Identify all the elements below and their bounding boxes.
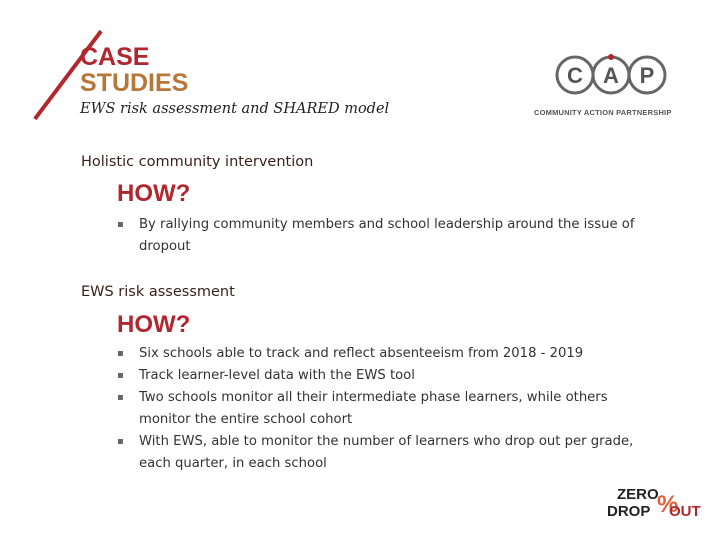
cap-letter-a: A [603,63,619,88]
bullet-list-holistic [117,214,657,258]
cap-tagline: COMMUNITY ACTION PARTNERSHIP [534,108,672,117]
title-line-case: CASE [80,43,150,71]
cap-letter-p: P [639,63,655,88]
cap-logo [534,54,686,120]
list-item: ▪ Six schools able to track and reflect absenteeism from 2018 - 2019 [117,346,584,361]
bullet-list-ews [117,343,657,475]
list-item: ▪ Track learner-level data with the EWS tool [117,368,415,383]
logo-out-text: OUT [669,503,701,520]
cap-logo-circles [556,54,666,96]
logo-drop-text: DROP [607,503,651,520]
logo-zero-text: ZERO [617,486,659,503]
section-heading-ews: EWS risk assessment [81,284,235,300]
subtitle: EWS risk assessment and SHARED model [80,101,390,117]
section-heading-holistic: Holistic community intervention [81,154,314,170]
how-heading-2: HOW? [117,311,191,338]
title-line-studies: STUDIES [80,69,189,97]
list-item: ▪ With EWS, able to monitor the number of learners who drop out per grade, each quarter, in each school [117,434,634,471]
cap-letter-c: C [567,63,583,88]
list-item: ▪ Two schools monitor all their intermediate phase learners, while others monitor the entire school cohort [117,390,608,427]
logo-percent: % [657,491,679,518]
list-item: ▪ By rallying community members and school leadership around the issue of dropout [117,217,635,254]
zero-dropout-logo [605,485,701,520]
how-heading-1: HOW? [117,180,191,207]
page-title [80,44,188,96]
